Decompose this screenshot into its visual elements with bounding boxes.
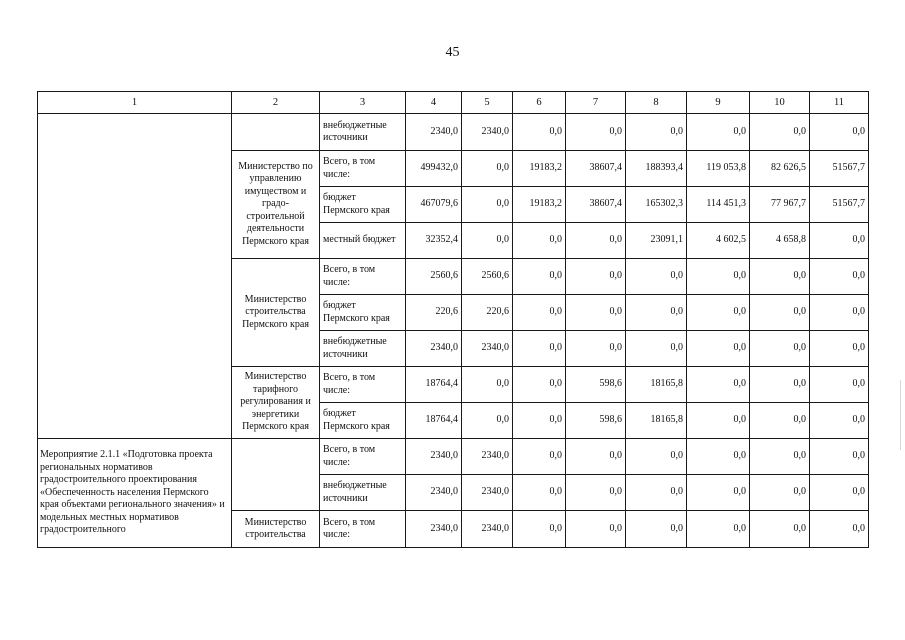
- value-cell: 18764,4: [406, 403, 462, 439]
- value-cell: 0,0: [687, 439, 750, 475]
- value-cell: 0,0: [626, 439, 687, 475]
- funding-source: внебюджетные источники: [320, 114, 406, 151]
- funding-source: Всего, в том числе:: [320, 259, 406, 295]
- value-cell: 0,0: [810, 295, 869, 331]
- executor-name: Министерство строительства: [232, 511, 320, 548]
- value-cell: 467079,6: [406, 187, 462, 223]
- value-cell: 0,0: [750, 259, 810, 295]
- value-cell: 38607,4: [566, 151, 626, 187]
- value-cell: 0,0: [687, 295, 750, 331]
- value-cell: 0,0: [687, 114, 750, 151]
- value-cell: 0,0: [462, 223, 513, 259]
- value-cell: 2340,0: [406, 439, 462, 475]
- value-cell: 0,0: [513, 223, 566, 259]
- value-cell: 220,6: [462, 295, 513, 331]
- value-cell: 0,0: [687, 331, 750, 367]
- column-header: 8: [626, 92, 687, 114]
- value-cell: 598,6: [566, 403, 626, 439]
- value-cell: 0,0: [566, 331, 626, 367]
- value-cell: 0,0: [626, 295, 687, 331]
- value-cell: 2340,0: [406, 331, 462, 367]
- table-row: [38, 439, 869, 475]
- value-cell: 0,0: [462, 403, 513, 439]
- value-cell: 0,0: [810, 439, 869, 475]
- value-cell: 0,0: [566, 259, 626, 295]
- value-cell: 0,0: [513, 295, 566, 331]
- value-cell: 0,0: [626, 331, 687, 367]
- value-cell: 0,0: [750, 439, 810, 475]
- funding-source: бюджет Пермского края: [320, 295, 406, 331]
- value-cell: 0,0: [566, 511, 626, 548]
- value-cell: 0,0: [566, 295, 626, 331]
- value-cell: 0,0: [810, 511, 869, 548]
- value-cell: 4 658,8: [750, 223, 810, 259]
- column-number-row: [38, 92, 869, 114]
- scan-edge-line: [900, 380, 901, 450]
- value-cell: 0,0: [687, 511, 750, 548]
- column-header: 3: [320, 92, 406, 114]
- value-cell: 0,0: [566, 223, 626, 259]
- value-cell: 2340,0: [462, 511, 513, 548]
- value-cell: 18165,8: [626, 403, 687, 439]
- value-cell: 2340,0: [406, 114, 462, 151]
- value-cell: 0,0: [513, 114, 566, 151]
- value-cell: 0,0: [513, 331, 566, 367]
- value-cell: 0,0: [810, 223, 869, 259]
- budget-table: [37, 91, 869, 548]
- funding-source: Всего, в том числе:: [320, 367, 406, 403]
- table-row: [38, 114, 869, 151]
- event-cell-empty: [38, 114, 232, 439]
- column-header: 2: [232, 92, 320, 114]
- value-cell: 119 053,8: [687, 151, 750, 187]
- executor-name: Министерство по управлению имуществом и градо-строительной деятельности Пермского края: [232, 151, 320, 259]
- column-header: 9: [687, 92, 750, 114]
- value-cell: 0,0: [462, 187, 513, 223]
- column-header: 6: [513, 92, 566, 114]
- value-cell: 38607,4: [566, 187, 626, 223]
- value-cell: 0,0: [687, 475, 750, 511]
- value-cell: 18165,8: [626, 367, 687, 403]
- value-cell: 2340,0: [462, 331, 513, 367]
- column-header: 5: [462, 92, 513, 114]
- value-cell: 0,0: [626, 511, 687, 548]
- value-cell: 0,0: [750, 403, 810, 439]
- funding-source: бюджет Пермского края: [320, 187, 406, 223]
- value-cell: 188393,4: [626, 151, 687, 187]
- value-cell: 0,0: [513, 367, 566, 403]
- funding-source: внебюджетные источники: [320, 475, 406, 511]
- value-cell: 77 967,7: [750, 187, 810, 223]
- value-cell: 0,0: [750, 331, 810, 367]
- value-cell: 2340,0: [406, 511, 462, 548]
- value-cell: 0,0: [810, 114, 869, 151]
- funding-source: местный бюджет: [320, 223, 406, 259]
- value-cell: 0,0: [810, 367, 869, 403]
- value-cell: 2340,0: [406, 475, 462, 511]
- value-cell: 82 626,5: [750, 151, 810, 187]
- value-cell: 51567,7: [810, 187, 869, 223]
- value-cell: 0,0: [513, 475, 566, 511]
- value-cell: 0,0: [513, 511, 566, 548]
- value-cell: 0,0: [750, 295, 810, 331]
- value-cell: 165302,3: [626, 187, 687, 223]
- value-cell: 0,0: [513, 439, 566, 475]
- value-cell: 0,0: [566, 475, 626, 511]
- executor-cell-empty: [232, 114, 320, 151]
- executor-name: Министерство строительства Пермского края: [232, 259, 320, 367]
- funding-source: бюджет Пермского края: [320, 403, 406, 439]
- value-cell: 499432,0: [406, 151, 462, 187]
- value-cell: 220,6: [406, 295, 462, 331]
- value-cell: 114 451,3: [687, 187, 750, 223]
- value-cell: 598,6: [566, 367, 626, 403]
- value-cell: 0,0: [513, 259, 566, 295]
- value-cell: 2560,6: [406, 259, 462, 295]
- value-cell: 0,0: [810, 403, 869, 439]
- value-cell: 0,0: [687, 403, 750, 439]
- value-cell: 0,0: [626, 475, 687, 511]
- column-header: 4: [406, 92, 462, 114]
- value-cell: 2340,0: [462, 475, 513, 511]
- value-cell: 0,0: [750, 367, 810, 403]
- event-name: Мероприятие 2.1.1 «Подготовка проекта региональных нормативов градостроительного проектирования «Обеспеченность населения Пермского края объектами регионального значения» и модельных местных нормативов градостроительного: [38, 439, 232, 548]
- value-cell: 18764,4: [406, 367, 462, 403]
- funding-source: Всего, в том числе:: [320, 511, 406, 548]
- column-header: 10: [750, 92, 810, 114]
- funding-source: внебюджетные источники: [320, 331, 406, 367]
- value-cell: 19183,2: [513, 187, 566, 223]
- value-cell: 51567,7: [810, 151, 869, 187]
- page-number: 45: [445, 45, 460, 60]
- column-header: 1: [38, 92, 232, 114]
- value-cell: 0,0: [513, 403, 566, 439]
- value-cell: 0,0: [750, 475, 810, 511]
- value-cell: 0,0: [750, 511, 810, 548]
- value-cell: 23091,1: [626, 223, 687, 259]
- value-cell: 0,0: [750, 114, 810, 151]
- value-cell: 0,0: [462, 151, 513, 187]
- value-cell: 0,0: [810, 259, 869, 295]
- value-cell: 0,0: [687, 259, 750, 295]
- value-cell: 0,0: [566, 439, 626, 475]
- value-cell: 0,0: [566, 114, 626, 151]
- executor-name: Министерство тарифного регулирования и энергетики Пермского края: [232, 367, 320, 439]
- value-cell: 4 602,5: [687, 223, 750, 259]
- column-header: 7: [566, 92, 626, 114]
- value-cell: 2560,6: [462, 259, 513, 295]
- value-cell: 19183,2: [513, 151, 566, 187]
- column-header: 11: [810, 92, 869, 114]
- funding-source: Всего, в том числе:: [320, 439, 406, 475]
- value-cell: 2340,0: [462, 439, 513, 475]
- value-cell: 0,0: [626, 114, 687, 151]
- value-cell: 0,0: [810, 475, 869, 511]
- executor-cell-empty: [232, 439, 320, 511]
- value-cell: 0,0: [462, 367, 513, 403]
- value-cell: 0,0: [687, 367, 750, 403]
- value-cell: 0,0: [626, 259, 687, 295]
- value-cell: 2340,0: [462, 114, 513, 151]
- value-cell: 32352,4: [406, 223, 462, 259]
- value-cell: 0,0: [810, 331, 869, 367]
- funding-source: Всего, в том числе:: [320, 151, 406, 187]
